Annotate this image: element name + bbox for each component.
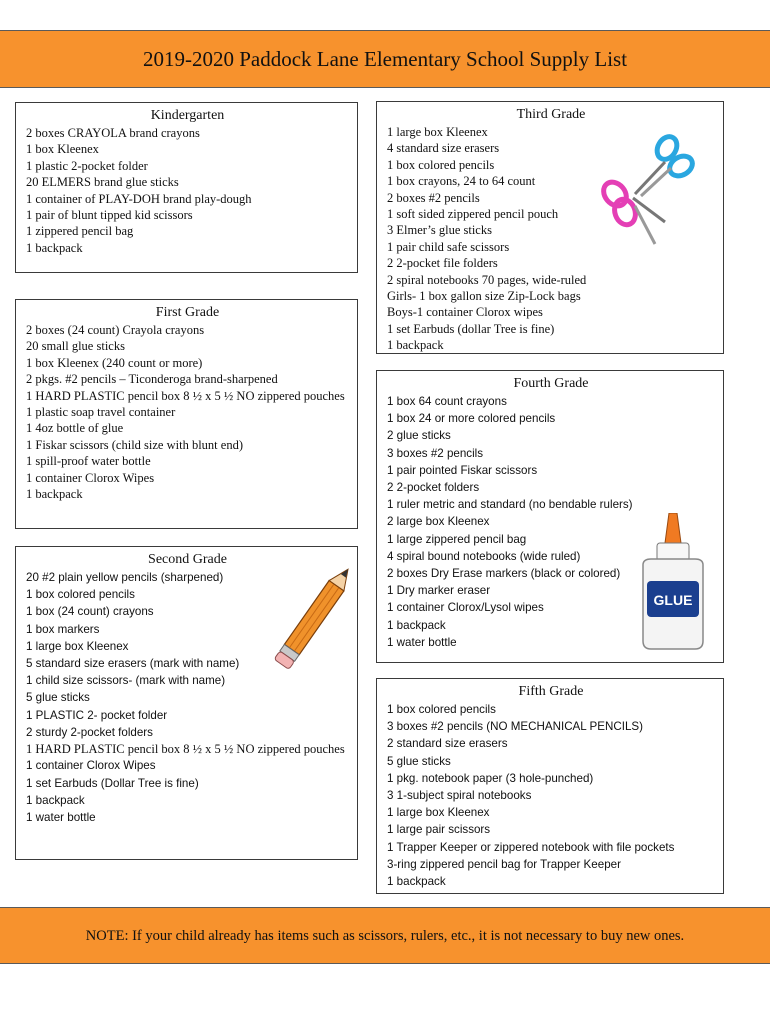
list-item: 3 boxes #2 pencils [387, 446, 484, 460]
fifth-grade-list [387, 701, 715, 890]
list-item: Boys-1 container Clorox wipes [387, 305, 543, 320]
kindergarten-box [15, 102, 358, 273]
list-item: 1 pair of blunt tipped kid scissors [26, 208, 193, 223]
list-item: 1 spill-proof water bottle [26, 454, 151, 469]
list-item: 1 box crayons, 24 to 64 count [387, 174, 536, 189]
list-item: 1 plastic soap travel container [26, 405, 176, 420]
list-item: 1 box colored pencils [387, 703, 496, 716]
list-item: 1 backpack [26, 793, 85, 807]
fifth-grade-box [376, 678, 724, 894]
list-item: 1 PLASTIC 2- pocket folder [26, 708, 168, 722]
list-item: 1 large pair scissors [387, 823, 491, 837]
list-item: 1 backpack [26, 240, 83, 255]
list-item: 1 container Clorox Wipes [26, 759, 156, 773]
list-item: 2 boxes Dry Erase markers (black or colored) [387, 567, 621, 581]
first-grade-heading: First Grade [155, 305, 220, 320]
list-item: 1 pkg. notebook paper (3 hole-punched) [387, 771, 594, 785]
list-item: 1 soft sided zippered pencil pouch [387, 207, 559, 222]
list-item: 1 box markers [26, 622, 100, 636]
list-item: 1 backpack [387, 338, 444, 353]
fourth-grade-heading: Fourth Grade [513, 376, 589, 391]
list-item: 5 glue sticks [26, 691, 90, 705]
title-banner [0, 30, 770, 88]
list-item: 1 large box Kleenex [387, 806, 490, 820]
list-item: 2 2-pocket folders [387, 481, 480, 495]
list-item: 2 glue sticks [387, 429, 451, 443]
list-item: 1 backpack [26, 487, 83, 502]
fifth-grade-heading: Fifth Grade [518, 684, 584, 699]
list-item: 2 boxes #2 pencils [387, 190, 480, 205]
kindergarten-list [26, 125, 349, 256]
list-item: 2 boxes CRAYOLA brand crayons [26, 126, 200, 140]
list-item: 1 large zippered pencil bag [387, 532, 527, 546]
list-item: 1 set Earbuds (dollar Tree is fine) [387, 321, 555, 336]
list-item: 2 pkgs. #2 pencils – Ticonderoga brand-sharpened [26, 372, 278, 387]
list-item: 1 Dry marker eraser [387, 584, 491, 598]
list-item: 1 large box Kleenex [26, 639, 129, 653]
list-item: 1 box Kleenex [26, 142, 99, 157]
list-item: 1 backpack [387, 618, 446, 632]
list-item: 1 box colored pencils [387, 157, 495, 172]
list-item: 2 large box Kleenex [387, 515, 490, 529]
first-grade-box [15, 299, 358, 529]
list-item: 2 sturdy 2-pocket folders [26, 725, 153, 739]
list-item: 2 standard size erasers [387, 737, 508, 751]
kindergarten-heading: Kindergarten [150, 108, 225, 123]
list-item: 5 standard size erasers (mark with name) [26, 657, 240, 671]
list-item: 1 zippered pencil bag [26, 224, 134, 239]
second-grade-heading: Second Grade [148, 552, 227, 567]
list-item: 1 box colored pencils [26, 588, 135, 602]
fourth-grade-box [376, 370, 724, 663]
list-item: 20 small glue sticks [26, 339, 125, 354]
list-item: 2 spiral notebooks 70 pages, wide-ruled [387, 272, 587, 287]
list-item: 1 box (24 count) crayons [26, 605, 154, 619]
list-item: 1 container Clorox Wipes [26, 470, 155, 485]
third-grade-box [376, 101, 724, 354]
list-item: Girls- 1 box gallon size Zip-Lock bags [387, 289, 581, 304]
list-item: 3 1-subject spiral notebooks [387, 789, 532, 803]
list-item: 1 HARD PLASTIC pencil box 8 ½ x 5 ½ NO zippered pouches [26, 388, 345, 403]
list-item: 1 water bottle [26, 811, 96, 825]
glue-bottle-icon [633, 513, 713, 653]
list-item: 1 HARD PLASTIC pencil box 8 ½ x 5 ½ NO zippered pouches [26, 742, 345, 757]
list-item: 3 boxes #2 pencils (NO MECHANICAL PENCILS) [387, 720, 644, 734]
list-item: 4 standard size erasers [387, 141, 500, 156]
list-item: 1 container of PLAY-DOH brand play-dough [26, 191, 252, 206]
list-item: 1 child size scissors- (mark with name) [26, 674, 226, 688]
list-item: 20 ELMERS brand glue sticks [26, 175, 179, 190]
list-item: 1 Trapper Keeper or zippered notebook with file pockets [387, 840, 675, 854]
scissors-icon [595, 132, 695, 252]
list-item: 1 box 24 or more colored pencils [387, 412, 556, 426]
list-item: 3 Elmer’s glue sticks [387, 223, 492, 238]
third-grade-heading: Third Grade [516, 107, 586, 122]
list-item: 1 set Earbuds (Dollar Tree is fine) [26, 776, 199, 790]
list-item: 1 large box Kleenex [387, 125, 488, 139]
list-item: 2 boxes (24 count) Crayola crayons [26, 323, 205, 337]
list-item: 1 Fiskar scissors (child size with blunt end) [26, 437, 243, 452]
list-item: 1 box 64 count crayons [387, 395, 507, 408]
list-item: 20 #2 plain yellow pencils (sharpened) [26, 571, 224, 584]
list-item: 1 ruler metric and standard (no bendable rulers) [387, 498, 633, 512]
list-item: 5 glue sticks [387, 754, 451, 768]
list-item: 1 plastic 2-pocket folder [26, 158, 148, 173]
list-item: 3-ring zippered pencil bag for Trapper Keeper [387, 857, 621, 871]
note-text: NOTE: If your child already has items such as scissors, rulers, etc., it is not necessary to buy new ones. [85, 928, 685, 944]
list-item: 1 container Clorox/Lysol wipes [387, 601, 544, 615]
list-item: 1 pair child safe scissors [387, 239, 510, 254]
page-title: 2019-2020 Paddock Lane Elementary School Supply List [142, 47, 628, 71]
glue-label: GLUE [653, 592, 693, 608]
list-item: 4 spiral bound notebooks (wide ruled) [387, 549, 581, 563]
list-item: 1 water bottle [387, 635, 457, 649]
list-item: 1 pair pointed Fiskar scissors [387, 463, 538, 477]
first-grade-list [26, 322, 349, 502]
list-item: 1 4oz bottle of glue [26, 421, 124, 436]
list-item: 2 2-pocket file folders [387, 256, 498, 271]
note-banner [0, 907, 770, 964]
pencil-icon [264, 565, 354, 685]
list-item: 1 backpack [387, 875, 446, 889]
list-item: 1 box Kleenex (240 count or more) [26, 355, 203, 370]
second-grade-box [15, 546, 358, 860]
